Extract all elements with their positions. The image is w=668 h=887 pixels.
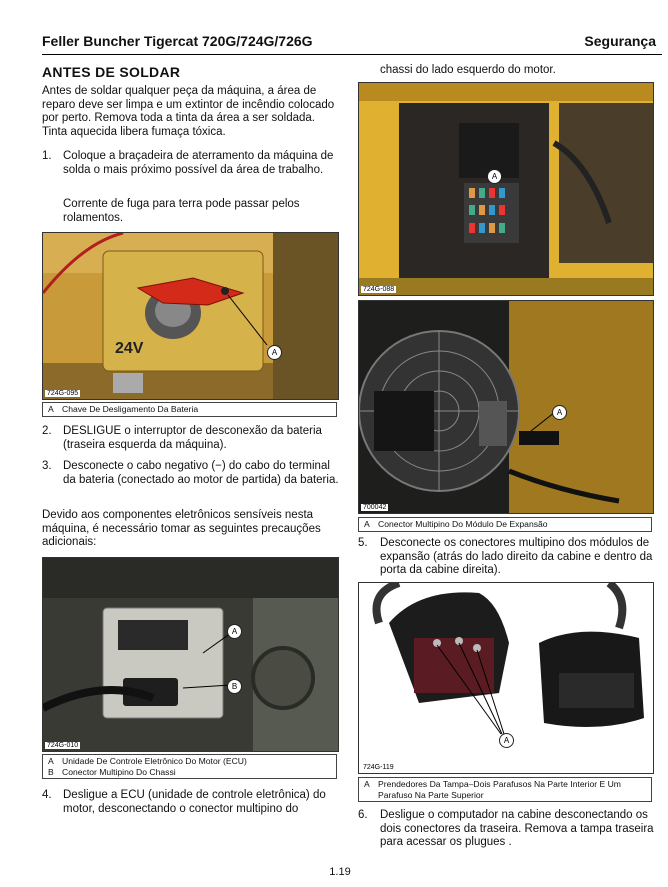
caption-letter: A (48, 756, 54, 766)
step-4-text: Desligue a ECU (unidade de controle eletrônica) do motor, desconectando o conector multipino do (63, 789, 326, 815)
caption-text: Conector Multipino Do Chassi (62, 766, 176, 777)
callout-a: A (227, 624, 242, 639)
figure-code: 700042 (363, 504, 387, 511)
step-number: 5. (358, 537, 368, 549)
figure-code: 724G-095 (47, 390, 79, 397)
caption-row (364, 779, 646, 800)
step-2-text: DESLIGUE o interruptor de desconexão da bateria (traseira esquerda da máquina). (63, 425, 322, 451)
caption-text: Chave De Desligamento Da Bateria (62, 404, 199, 414)
fuse-panel-photo (358, 82, 654, 296)
section-title: Segurança (584, 33, 656, 49)
caption-letter: A (364, 779, 370, 789)
step-number: 1. (42, 150, 52, 162)
step-3-text: Desconecte o cabo negativo (−) do cabo do terminal da bateria (conectado ao motor de partida) da bateria. (63, 460, 339, 486)
caption-row (48, 767, 331, 778)
cab-computer-photo (358, 582, 654, 774)
step-1-note: Corrente de fuga para terra pode passar pelos rolamentos. (63, 198, 300, 224)
step-6-text: Desligue o computador na cabine desconectando os dois conectores da traseira. Remova a tampa traseira para acessar os plugues . (380, 809, 654, 849)
battery-switch-photo (42, 232, 339, 400)
precautions-paragraph: Devido aos componentes eletrônicos sensíveis nesta máquina, é necessário tomar as seguintes precauções adicionais: (42, 509, 321, 549)
label-24v: 24V (115, 340, 144, 357)
intro-paragraph: Antes de soldar qualquer peça da máquina, a área de reparo deve ser limpa e um extintor de incêndio colocado por perto. Remova toda a tinta da área a ser soldada. Tinta aquecida libera fumaça tóxica. (42, 85, 335, 138)
expansion-module-photo (358, 300, 654, 514)
figure-code: 724G-010 (47, 742, 79, 749)
step-number: 2. (42, 425, 52, 437)
caption-text: Unidade De Controle Eletrônico Do Motor (ECU) (62, 756, 247, 766)
page-number: 1.19 (329, 866, 351, 878)
caption-text: Conector Multipino Do Módulo De Expansão (378, 519, 548, 529)
callout-a: A (487, 169, 502, 184)
figure-code: 724G-088 (363, 286, 395, 293)
section-heading: ANTES DE SOLDAR (42, 64, 181, 80)
header-rule (42, 54, 662, 55)
step-number: 6. (358, 809, 368, 821)
figure-code: 724G-119 (363, 764, 394, 771)
callout-a: A (499, 733, 514, 748)
ecu-photo (42, 557, 339, 752)
figure-caption (42, 754, 337, 779)
step-4-continued: chassi do lado esquerdo do motor. (380, 64, 556, 76)
caption-text: Prendedores Da Tampa–Dois Parafusos Na Parte Interior E Um Parafuso Na Parte Superior (378, 779, 621, 800)
step-5-text: Desconecte os conectores multipino dos módulos de expansão (atrás do lado direito da cabine e dentro da porta da cabine direita). (380, 537, 653, 577)
caption-letter: A (48, 404, 54, 414)
step-number: 3. (42, 460, 52, 472)
callout-a: A (552, 405, 567, 420)
callout-b: B (227, 679, 242, 694)
document-title: Feller Buncher Tigercat 720G/724G/726G (42, 33, 313, 49)
caption-row (48, 756, 331, 767)
figure-caption (358, 517, 652, 532)
figure-caption (358, 777, 652, 802)
callout-a: A (267, 345, 282, 360)
caption-letter: B (48, 766, 54, 777)
caption-row (364, 519, 646, 530)
step-number: 4. (42, 789, 52, 801)
caption-row (48, 404, 331, 415)
caption-letter: A (364, 519, 370, 529)
figure-caption (42, 402, 337, 417)
step-1-text: Coloque a braçadeira de aterramento da máquina de solda o mais próximo possível da área de trabalho. (63, 150, 334, 176)
